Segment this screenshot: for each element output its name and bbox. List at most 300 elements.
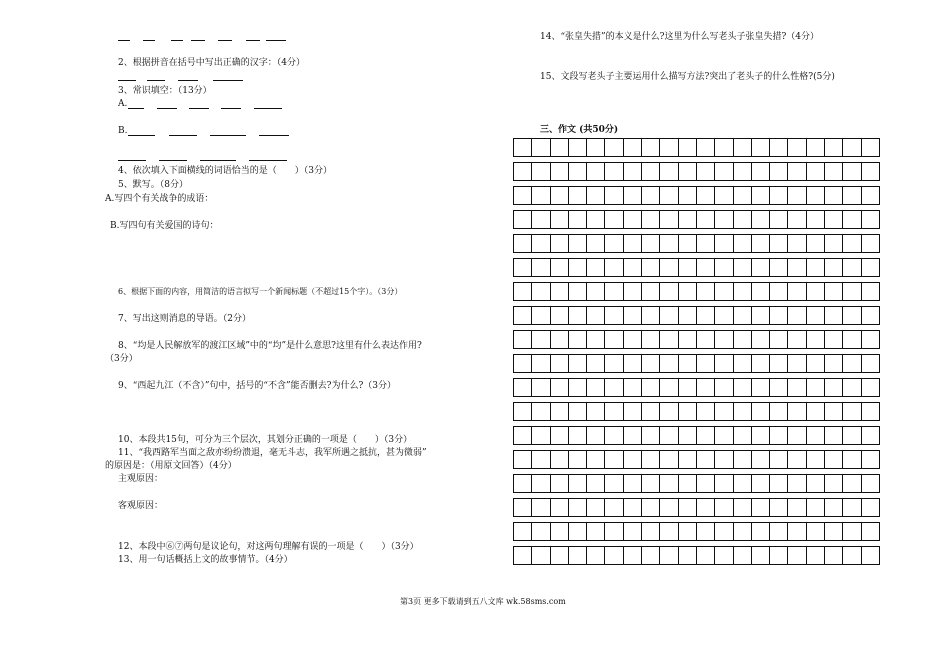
grid-cell[interactable] [514, 475, 532, 492]
grid-cell[interactable] [587, 499, 605, 516]
grid-cell[interactable] [551, 187, 569, 204]
grid-cell[interactable] [679, 427, 697, 444]
grid-cell[interactable] [734, 379, 752, 396]
answer-blank[interactable] [128, 108, 144, 109]
answer-blank[interactable] [189, 108, 209, 109]
grid-cell[interactable] [569, 379, 587, 396]
grid-cell[interactable] [715, 283, 733, 300]
grid-cell[interactable] [697, 427, 715, 444]
grid-cell[interactable] [715, 139, 733, 156]
grid-cell[interactable] [642, 163, 660, 180]
grid-cell[interactable] [514, 547, 532, 564]
grid-cell[interactable] [752, 331, 770, 348]
grid-cell[interactable] [642, 259, 660, 276]
grid-cell[interactable] [605, 451, 623, 468]
grid-cell[interactable] [715, 403, 733, 420]
grid-cell[interactable] [532, 379, 550, 396]
grid-cell[interactable] [788, 187, 806, 204]
grid-cell[interactable] [807, 523, 825, 540]
grid-cell[interactable] [697, 283, 715, 300]
grid-cell[interactable] [825, 307, 843, 324]
answer-blank[interactable] [210, 135, 246, 136]
grid-cell[interactable] [532, 451, 550, 468]
grid-cell[interactable] [752, 451, 770, 468]
grid-cell[interactable] [514, 283, 532, 300]
grid-cell[interactable] [624, 475, 642, 492]
grid-cell[interactable] [862, 499, 880, 516]
grid-cell[interactable] [605, 331, 623, 348]
grid-cell[interactable] [587, 427, 605, 444]
grid-cell[interactable] [569, 331, 587, 348]
grid-cell[interactable] [587, 187, 605, 204]
grid-cell[interactable] [770, 499, 788, 516]
grid-cell[interactable] [843, 499, 861, 516]
answer-blank[interactable] [118, 40, 130, 41]
grid-cell[interactable] [807, 235, 825, 252]
grid-cell[interactable] [788, 547, 806, 564]
grid-cell[interactable] [514, 211, 532, 228]
grid-cell[interactable] [788, 235, 806, 252]
grid-cell[interactable] [514, 187, 532, 204]
grid-cell[interactable] [697, 355, 715, 372]
grid-cell[interactable] [788, 427, 806, 444]
grid-cell[interactable] [734, 427, 752, 444]
grid-cell[interactable] [715, 547, 733, 564]
grid-cell[interactable] [825, 451, 843, 468]
grid-cell[interactable] [715, 475, 733, 492]
grid-cell[interactable] [587, 403, 605, 420]
grid-cell[interactable] [752, 403, 770, 420]
grid-cell[interactable] [843, 331, 861, 348]
grid-cell[interactable] [715, 211, 733, 228]
grid-cell[interactable] [752, 163, 770, 180]
grid-cell[interactable] [587, 307, 605, 324]
grid-cell[interactable] [807, 403, 825, 420]
grid-cell[interactable] [587, 355, 605, 372]
grid-cell[interactable] [788, 259, 806, 276]
grid-cell[interactable] [642, 523, 660, 540]
grid-cell[interactable] [679, 307, 697, 324]
grid-cell[interactable] [660, 547, 678, 564]
grid-cell[interactable] [587, 379, 605, 396]
grid-cell[interactable] [788, 403, 806, 420]
grid-cell[interactable] [679, 475, 697, 492]
grid-cell[interactable] [679, 283, 697, 300]
grid-cell[interactable] [587, 331, 605, 348]
answer-blank[interactable] [266, 40, 286, 41]
grid-cell[interactable] [752, 211, 770, 228]
grid-cell[interactable] [624, 451, 642, 468]
grid-cell[interactable] [532, 427, 550, 444]
grid-cell[interactable] [605, 307, 623, 324]
grid-cell[interactable] [715, 427, 733, 444]
grid-cell[interactable] [551, 331, 569, 348]
grid-cell[interactable] [807, 379, 825, 396]
grid-cell[interactable] [862, 427, 880, 444]
grid-cell[interactable] [843, 523, 861, 540]
grid-cell[interactable] [532, 475, 550, 492]
grid-cell[interactable] [807, 427, 825, 444]
grid-cell[interactable] [715, 307, 733, 324]
grid-cell[interactable] [660, 475, 678, 492]
grid-cell[interactable] [697, 451, 715, 468]
grid-cell[interactable] [605, 427, 623, 444]
grid-cell[interactable] [862, 355, 880, 372]
grid-cell[interactable] [734, 475, 752, 492]
grid-cell[interactable] [679, 379, 697, 396]
grid-cell[interactable] [642, 139, 660, 156]
grid-cell[interactable] [569, 451, 587, 468]
grid-cell[interactable] [715, 355, 733, 372]
grid-cell[interactable] [697, 211, 715, 228]
grid-cell[interactable] [770, 283, 788, 300]
grid-cell[interactable] [752, 235, 770, 252]
grid-cell[interactable] [770, 307, 788, 324]
grid-cell[interactable] [642, 379, 660, 396]
answer-blank[interactable] [254, 108, 282, 109]
grid-cell[interactable] [514, 451, 532, 468]
grid-cell[interactable] [862, 523, 880, 540]
answer-blank[interactable] [249, 160, 287, 161]
grid-cell[interactable] [843, 355, 861, 372]
grid-cell[interactable] [569, 307, 587, 324]
grid-cell[interactable] [734, 211, 752, 228]
grid-cell[interactable] [862, 139, 880, 156]
grid-cell[interactable] [788, 163, 806, 180]
grid-cell[interactable] [624, 379, 642, 396]
grid-cell[interactable] [569, 283, 587, 300]
grid-cell[interactable] [624, 307, 642, 324]
grid-cell[interactable] [807, 259, 825, 276]
grid-cell[interactable] [660, 283, 678, 300]
grid-cell[interactable] [569, 259, 587, 276]
grid-cell[interactable] [825, 235, 843, 252]
grid-cell[interactable] [715, 259, 733, 276]
grid-cell[interactable] [862, 259, 880, 276]
grid-cell[interactable] [642, 403, 660, 420]
grid-cell[interactable] [679, 331, 697, 348]
grid-cell[interactable] [715, 523, 733, 540]
grid-cell[interactable] [862, 235, 880, 252]
grid-cell[interactable] [660, 307, 678, 324]
grid-cell[interactable] [660, 211, 678, 228]
grid-cell[interactable] [752, 283, 770, 300]
grid-cell[interactable] [624, 139, 642, 156]
grid-cell[interactable] [551, 499, 569, 516]
answer-blank[interactable] [128, 135, 155, 136]
grid-cell[interactable] [551, 163, 569, 180]
grid-cell[interactable] [752, 523, 770, 540]
grid-cell[interactable] [532, 139, 550, 156]
grid-cell[interactable] [514, 355, 532, 372]
grid-cell[interactable] [587, 283, 605, 300]
grid-cell[interactable] [807, 331, 825, 348]
grid-cell[interactable] [862, 379, 880, 396]
grid-cell[interactable] [770, 523, 788, 540]
grid-cell[interactable] [862, 187, 880, 204]
grid-cell[interactable] [715, 379, 733, 396]
grid-cell[interactable] [605, 355, 623, 372]
grid-cell[interactable] [642, 499, 660, 516]
grid-cell[interactable] [679, 523, 697, 540]
answer-blank[interactable] [221, 108, 241, 109]
grid-cell[interactable] [862, 331, 880, 348]
grid-cell[interactable] [715, 451, 733, 468]
grid-cell[interactable] [587, 139, 605, 156]
grid-cell[interactable] [807, 163, 825, 180]
grid-cell[interactable] [660, 403, 678, 420]
grid-cell[interactable] [532, 403, 550, 420]
grid-cell[interactable] [788, 139, 806, 156]
grid-cell[interactable] [605, 379, 623, 396]
grid-cell[interactable] [551, 547, 569, 564]
grid-cell[interactable] [660, 427, 678, 444]
grid-cell[interactable] [532, 331, 550, 348]
grid-cell[interactable] [624, 211, 642, 228]
grid-cell[interactable] [788, 355, 806, 372]
grid-cell[interactable] [862, 283, 880, 300]
grid-cell[interactable] [752, 475, 770, 492]
grid-cell[interactable] [514, 259, 532, 276]
grid-cell[interactable] [825, 283, 843, 300]
grid-cell[interactable] [862, 163, 880, 180]
grid-cell[interactable] [642, 355, 660, 372]
grid-cell[interactable] [679, 235, 697, 252]
grid-cell[interactable] [825, 139, 843, 156]
grid-cell[interactable] [770, 163, 788, 180]
grid-cell[interactable] [642, 283, 660, 300]
grid-cell[interactable] [587, 523, 605, 540]
grid-cell[interactable] [825, 355, 843, 372]
grid-cell[interactable] [862, 307, 880, 324]
answer-blank[interactable] [178, 80, 198, 81]
grid-cell[interactable] [807, 283, 825, 300]
grid-cell[interactable] [843, 259, 861, 276]
grid-cell[interactable] [825, 403, 843, 420]
grid-cell[interactable] [642, 211, 660, 228]
grid-cell[interactable] [532, 523, 550, 540]
grid-cell[interactable] [752, 499, 770, 516]
grid-cell[interactable] [715, 163, 733, 180]
grid-cell[interactable] [660, 355, 678, 372]
grid-cell[interactable] [734, 259, 752, 276]
grid-cell[interactable] [642, 307, 660, 324]
grid-cell[interactable] [770, 427, 788, 444]
grid-cell[interactable] [825, 211, 843, 228]
answer-blank[interactable] [159, 160, 187, 161]
grid-cell[interactable] [825, 547, 843, 564]
grid-cell[interactable] [532, 283, 550, 300]
grid-cell[interactable] [551, 475, 569, 492]
grid-cell[interactable] [715, 235, 733, 252]
grid-cell[interactable] [862, 211, 880, 228]
grid-cell[interactable] [514, 523, 532, 540]
grid-cell[interactable] [697, 307, 715, 324]
grid-cell[interactable] [825, 259, 843, 276]
grid-cell[interactable] [843, 139, 861, 156]
grid-cell[interactable] [825, 475, 843, 492]
answer-blank[interactable] [191, 40, 205, 41]
grid-cell[interactable] [843, 235, 861, 252]
grid-cell[interactable] [734, 139, 752, 156]
grid-cell[interactable] [605, 547, 623, 564]
grid-cell[interactable] [752, 547, 770, 564]
grid-cell[interactable] [660, 163, 678, 180]
grid-cell[interactable] [770, 451, 788, 468]
answer-blank[interactable] [171, 40, 183, 41]
grid-cell[interactable] [551, 451, 569, 468]
grid-cell[interactable] [624, 499, 642, 516]
grid-cell[interactable] [843, 187, 861, 204]
grid-cell[interactable] [807, 547, 825, 564]
grid-cell[interactable] [642, 475, 660, 492]
grid-cell[interactable] [551, 283, 569, 300]
grid-cell[interactable] [843, 283, 861, 300]
grid-cell[interactable] [734, 283, 752, 300]
grid-cell[interactable] [569, 403, 587, 420]
grid-cell[interactable] [660, 187, 678, 204]
grid-cell[interactable] [660, 331, 678, 348]
grid-cell[interactable] [569, 547, 587, 564]
grid-cell[interactable] [679, 139, 697, 156]
grid-cell[interactable] [752, 355, 770, 372]
grid-cell[interactable] [843, 547, 861, 564]
grid-cell[interactable] [569, 475, 587, 492]
grid-cell[interactable] [752, 187, 770, 204]
grid-cell[interactable] [551, 355, 569, 372]
grid-cell[interactable] [624, 427, 642, 444]
grid-cell[interactable] [715, 499, 733, 516]
grid-cell[interactable] [697, 235, 715, 252]
grid-cell[interactable] [514, 163, 532, 180]
grid-cell[interactable] [770, 403, 788, 420]
grid-cell[interactable] [807, 355, 825, 372]
grid-cell[interactable] [697, 163, 715, 180]
grid-cell[interactable] [734, 547, 752, 564]
grid-cell[interactable] [587, 235, 605, 252]
answer-blank[interactable] [213, 80, 243, 81]
answer-blank[interactable] [157, 108, 177, 109]
grid-cell[interactable] [679, 403, 697, 420]
grid-cell[interactable] [788, 331, 806, 348]
grid-cell[interactable] [697, 139, 715, 156]
grid-cell[interactable] [569, 523, 587, 540]
grid-cell[interactable] [807, 451, 825, 468]
grid-cell[interactable] [551, 523, 569, 540]
answer-blank[interactable] [218, 40, 232, 41]
grid-cell[interactable] [514, 331, 532, 348]
grid-cell[interactable] [532, 259, 550, 276]
answer-blank[interactable] [169, 135, 197, 136]
grid-cell[interactable] [734, 307, 752, 324]
grid-cell[interactable] [624, 355, 642, 372]
grid-cell[interactable] [587, 211, 605, 228]
grid-cell[interactable] [697, 547, 715, 564]
grid-cell[interactable] [605, 523, 623, 540]
grid-cell[interactable] [551, 139, 569, 156]
grid-cell[interactable] [734, 235, 752, 252]
grid-cell[interactable] [624, 163, 642, 180]
grid-cell[interactable] [770, 211, 788, 228]
grid-cell[interactable] [624, 283, 642, 300]
answer-blank[interactable] [147, 80, 165, 81]
grid-cell[interactable] [807, 307, 825, 324]
grid-cell[interactable] [788, 379, 806, 396]
grid-cell[interactable] [624, 259, 642, 276]
grid-cell[interactable] [660, 451, 678, 468]
grid-cell[interactable] [788, 523, 806, 540]
grid-cell[interactable] [770, 331, 788, 348]
grid-cell[interactable] [752, 259, 770, 276]
grid-cell[interactable] [825, 499, 843, 516]
grid-cell[interactable] [697, 379, 715, 396]
grid-cell[interactable] [532, 163, 550, 180]
grid-cell[interactable] [825, 163, 843, 180]
answer-blank[interactable] [246, 40, 260, 41]
grid-cell[interactable] [569, 163, 587, 180]
grid-cell[interactable] [679, 259, 697, 276]
grid-cell[interactable] [551, 235, 569, 252]
grid-cell[interactable] [642, 451, 660, 468]
grid-cell[interactable] [734, 499, 752, 516]
grid-cell[interactable] [551, 259, 569, 276]
grid-cell[interactable] [569, 355, 587, 372]
grid-cell[interactable] [605, 283, 623, 300]
grid-cell[interactable] [770, 259, 788, 276]
grid-cell[interactable] [532, 355, 550, 372]
grid-cell[interactable] [770, 139, 788, 156]
grid-cell[interactable] [569, 235, 587, 252]
grid-cell[interactable] [807, 139, 825, 156]
grid-cell[interactable] [862, 475, 880, 492]
grid-cell[interactable] [660, 499, 678, 516]
grid-cell[interactable] [734, 403, 752, 420]
grid-cell[interactable] [660, 235, 678, 252]
grid-cell[interactable] [788, 283, 806, 300]
grid-cell[interactable] [660, 379, 678, 396]
grid-cell[interactable] [605, 499, 623, 516]
grid-cell[interactable] [642, 427, 660, 444]
grid-cell[interactable] [770, 187, 788, 204]
grid-cell[interactable] [752, 139, 770, 156]
grid-cell[interactable] [697, 403, 715, 420]
grid-cell[interactable] [679, 499, 697, 516]
grid-cell[interactable] [605, 475, 623, 492]
grid-cell[interactable] [734, 451, 752, 468]
grid-cell[interactable] [642, 187, 660, 204]
grid-cell[interactable] [551, 307, 569, 324]
grid-cell[interactable] [715, 331, 733, 348]
grid-cell[interactable] [697, 499, 715, 516]
grid-cell[interactable] [605, 259, 623, 276]
grid-cell[interactable] [642, 331, 660, 348]
grid-cell[interactable] [605, 187, 623, 204]
grid-cell[interactable] [605, 163, 623, 180]
grid-cell[interactable] [752, 427, 770, 444]
grid-cell[interactable] [551, 427, 569, 444]
grid-cell[interactable] [788, 307, 806, 324]
grid-cell[interactable] [697, 187, 715, 204]
grid-cell[interactable] [788, 211, 806, 228]
grid-cell[interactable] [514, 307, 532, 324]
grid-cell[interactable] [825, 331, 843, 348]
grid-cell[interactable] [770, 379, 788, 396]
grid-cell[interactable] [569, 139, 587, 156]
grid-cell[interactable] [569, 499, 587, 516]
grid-cell[interactable] [624, 403, 642, 420]
grid-cell[interactable] [807, 187, 825, 204]
grid-cell[interactable] [587, 547, 605, 564]
